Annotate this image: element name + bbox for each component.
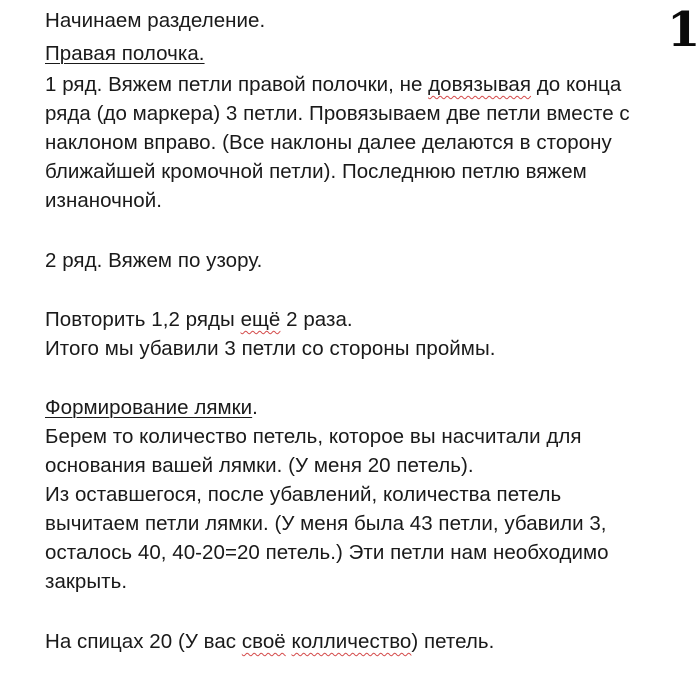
page-number: 1 xyxy=(667,2,700,58)
repeat-line-1 xyxy=(45,307,353,333)
document-page xyxy=(45,0,700,684)
final-text-e: ) петель. xyxy=(411,630,495,653)
row1-text-a: 1 ряд. Вяжем петли правой полочки, не xyxy=(45,73,429,96)
heading: Начинаем разделение. xyxy=(45,9,266,32)
spellcheck-word: довязывая xyxy=(428,73,532,96)
repeat-text-c: 2 раза. xyxy=(280,308,353,331)
section-title-strap-text: Формирование лямки xyxy=(45,396,253,419)
section-title-strap xyxy=(45,395,258,421)
spellcheck-word: ещё xyxy=(240,308,281,331)
row1-line-2: ряда (до маркера) 3 петли. Провязываем две петли вместе с xyxy=(45,102,630,125)
row1-line-3: наклоном вправо. (Все наклоны далее делаются в сторону xyxy=(45,131,612,154)
strap-line-1: Берем то количество петель, которое вы насчитали для xyxy=(45,425,582,448)
strap-line-5: осталось 40, 40-20=20 петель.) Эти петли нам необходимо xyxy=(45,541,609,564)
final-text-a: На спицах 20 (У вас xyxy=(45,630,242,653)
spellcheck-word: колличество xyxy=(291,630,412,653)
repeat-text-a: Повторить 1,2 ряды xyxy=(45,308,241,331)
row1-line-4: ближайшей кромочной петли). Последнюю петлю вяжем xyxy=(45,160,587,183)
spellcheck-word: своё xyxy=(241,630,286,653)
strap-line-3: Из оставшегося, после убавлений, количества петель xyxy=(45,483,562,506)
row2-line: 2 ряд. Вяжем по узору. xyxy=(45,249,263,272)
row1-line-1 xyxy=(45,72,621,98)
strap-line-6: закрыть. xyxy=(45,570,128,593)
repeat-line-2: Итого мы убавили 3 петли со стороны проймы. xyxy=(45,337,496,360)
section-title-strap-dot: . xyxy=(252,396,258,419)
strap-line-4: вычитаем петли лямки. (У меня была 43 петли, убавили 3, xyxy=(45,512,607,535)
final-line xyxy=(45,629,494,655)
row1-line-5: изнаночной. xyxy=(45,189,162,212)
section-title-right-front: Правая полочка. xyxy=(45,42,205,65)
strap-line-2: основания вашей лямки. (У меня 20 петель). xyxy=(45,454,474,477)
row1-text-c: до конца xyxy=(531,73,622,96)
